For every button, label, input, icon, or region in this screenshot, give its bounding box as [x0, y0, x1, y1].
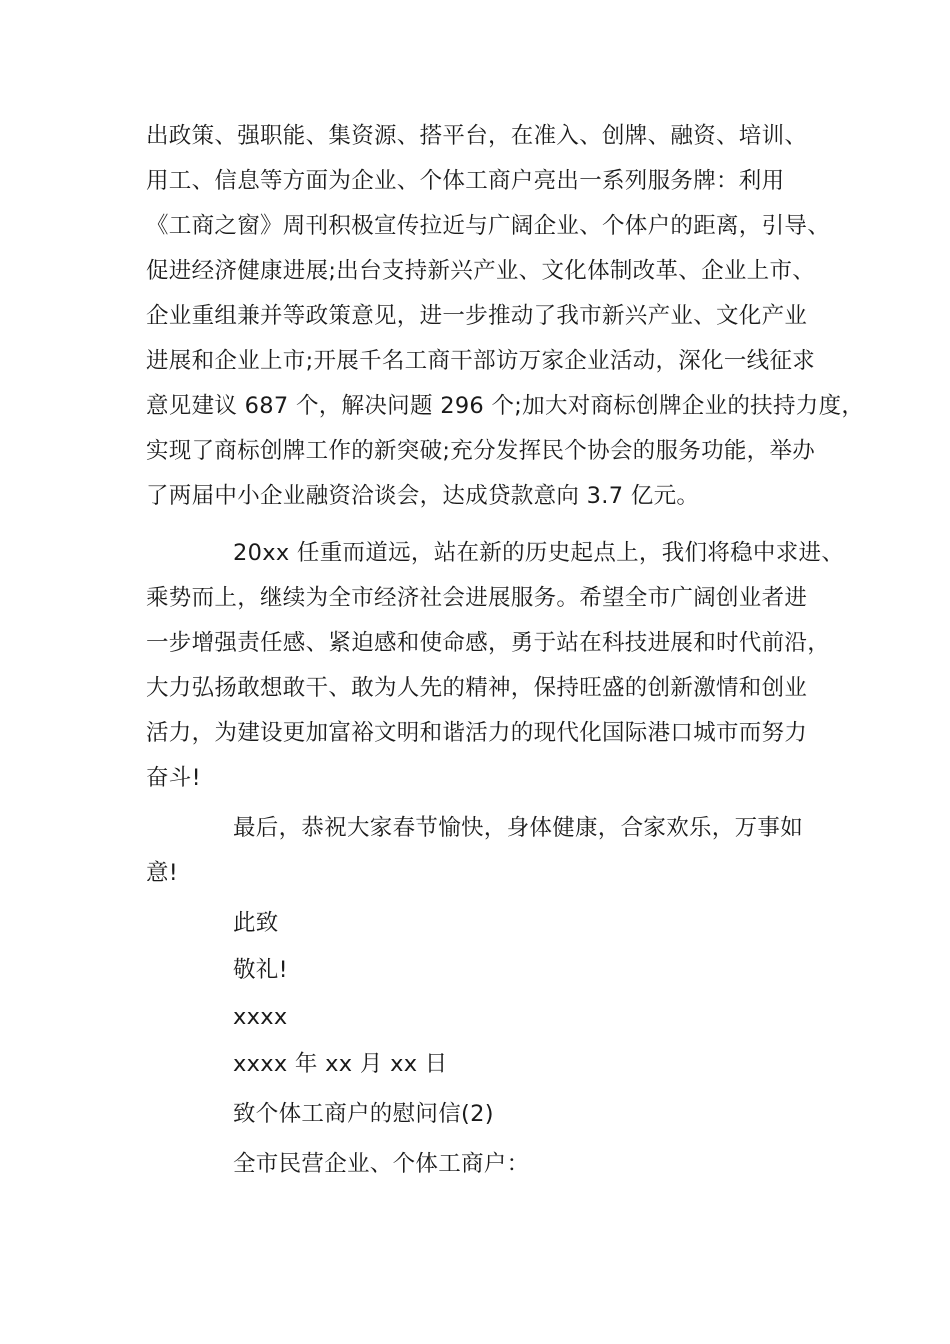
paragraph-line: 奋斗!	[146, 765, 201, 791]
closing-date: xxxx 年 xx 月 xx 日	[233, 1051, 448, 1077]
paragraph-line: 《工商之窗》周刊积极宣传拉近与广阔企业、个体户的距离，引导、	[146, 213, 831, 239]
next-letter-title: 致个体工商户的慰问信(2)	[233, 1101, 494, 1127]
closing-regards: 敬礼!	[233, 957, 288, 983]
paragraph-line: 企业重组兼并等政策意见，进一步推动了我市新兴产业、文化产业	[146, 303, 808, 329]
paragraph-line: 意!	[146, 860, 179, 886]
paragraph-line: 促进经济健康进展;出台支持新兴产业、文化体制改革、企业上市、	[146, 258, 816, 284]
paragraph-line: 活力，为建设更加富裕文明和谐活力的现代化国际港口城市而努力	[146, 720, 808, 746]
paragraph-line: 了两届中小企业融资洽谈会，达成贷款意向 3.7 亿元。	[146, 483, 700, 509]
next-letter-greeting: 全市民营企业、个体工商户：	[233, 1151, 530, 1177]
paragraph-line: 意见建议 687 个，解决问题 296 个;加大对商标创牌企业的扶持力度，	[146, 393, 865, 419]
paragraph-line: 实现了商标创牌工作的新突破;充分发挥民个协会的服务功能，举办	[146, 438, 816, 464]
paragraph-line: 一步增强责任感、紧迫感和使命感，勇于站在科技进展和时代前沿，	[146, 630, 831, 656]
paragraph-line: 用工、信息等方面为企业、个体工商户亮出一系列服务牌：利用	[146, 168, 785, 194]
paragraph-line: 大力弘扬敢想敢干、敢为人先的精神，保持旺盛的创新激情和创业	[146, 675, 808, 701]
paragraph-line: 进展和企业上市;开展千名工商干部访万家企业活动，深化一线征求	[146, 348, 816, 374]
paragraph-line: 出政策、强职能、集资源、搭平台，在准入、创牌、融资、培训、	[146, 123, 808, 149]
paragraph-line: 20xx 任重而道远，站在新的历史起点上，我们将稳中求进、	[233, 540, 845, 566]
closing-signature: xxxx	[233, 1004, 288, 1030]
paragraph-line: 最后，恭祝大家春节愉快，身体健康，合家欢乐，万事如	[233, 815, 804, 841]
closing-salutation: 此致	[233, 910, 279, 936]
paragraph-line: 乘势而上，继续为全市经济社会进展服务。希望全市广阔创业者进	[146, 585, 808, 611]
